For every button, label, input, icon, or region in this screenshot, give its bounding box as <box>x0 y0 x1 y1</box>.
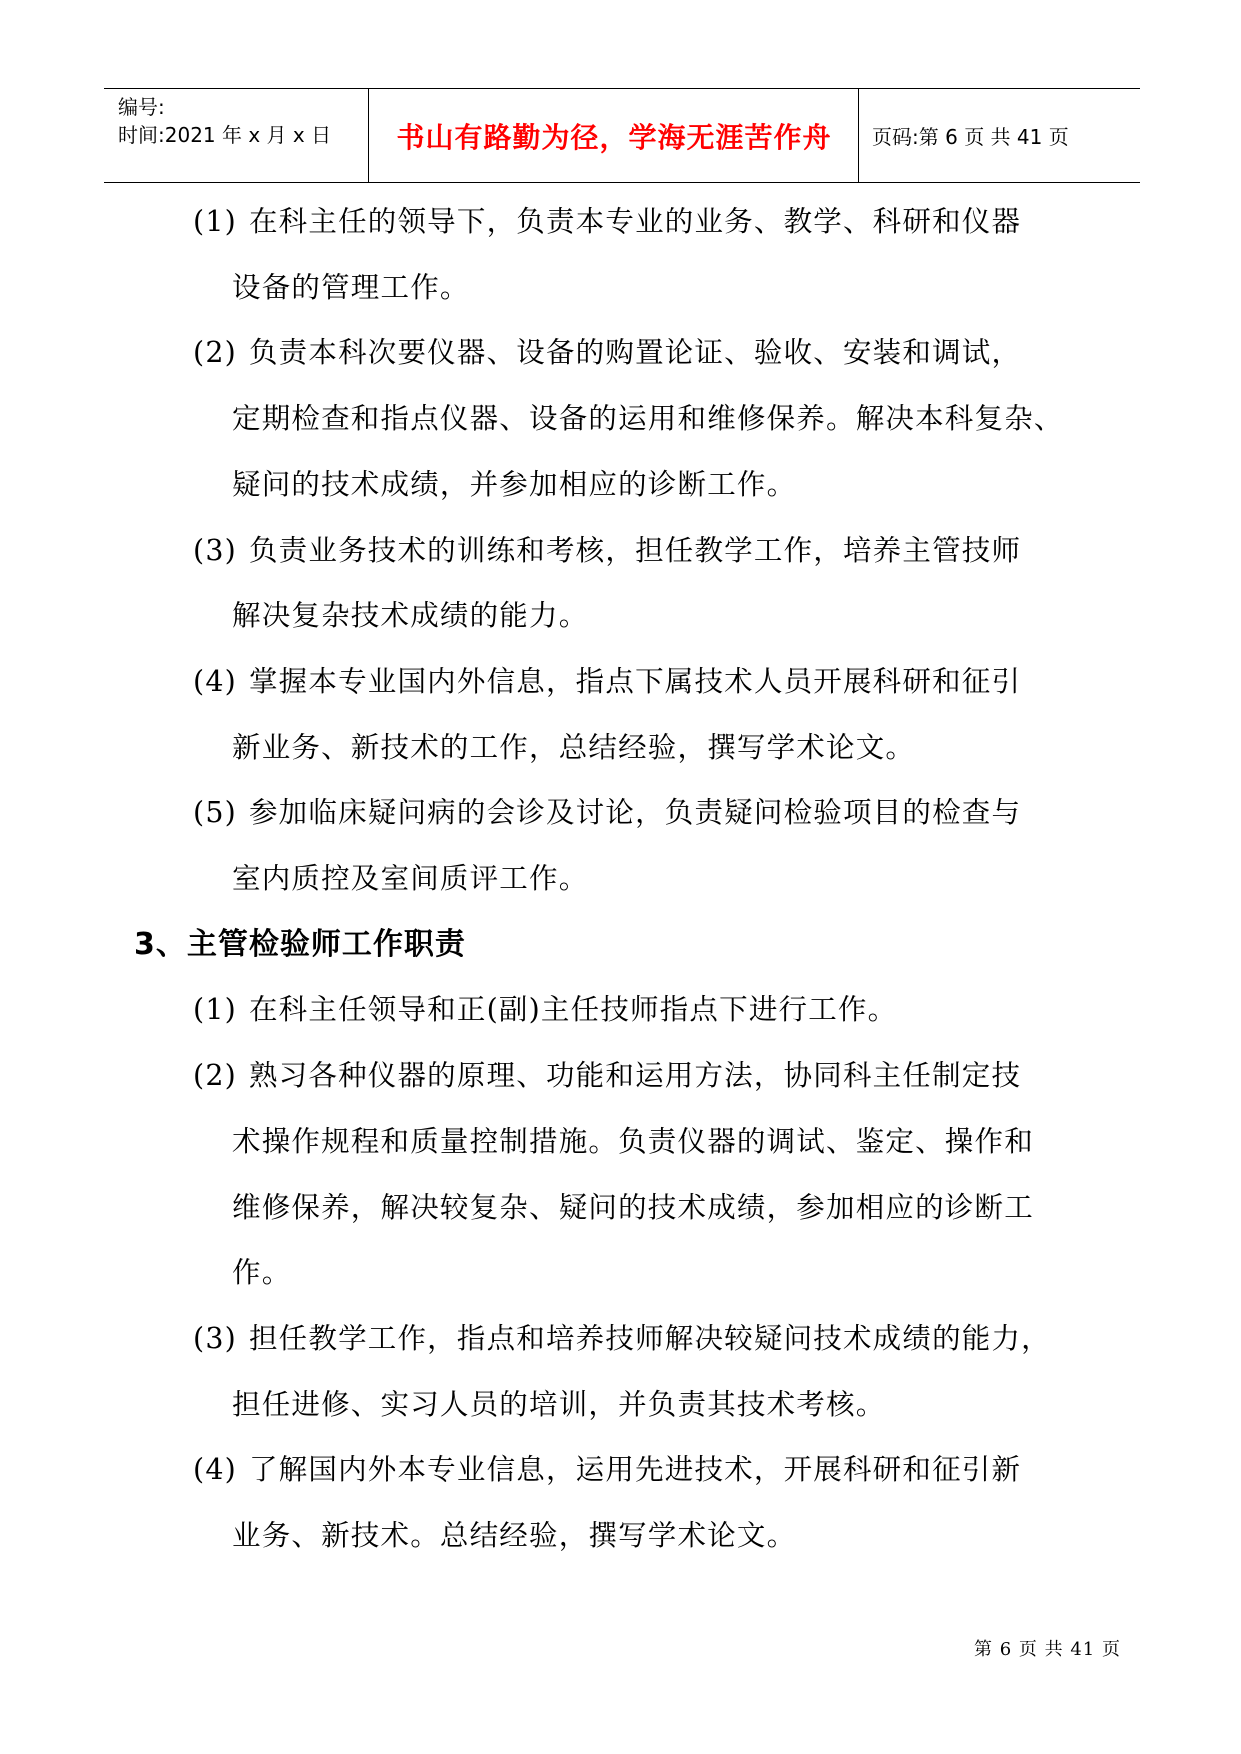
list-item-text: 维修保养，解决较复杂、疑问的技术成绩，参加相应的诊断工 <box>232 1190 1034 1224</box>
list-item-number: (4) <box>193 664 237 698</box>
page-header <box>104 88 1140 183</box>
list-item-number: (3) <box>193 533 237 567</box>
time-value: 2021 年 x 月 x 日 <box>164 123 332 147</box>
list-item-text: 负责本科次要仪器、设备的购置论证、验收、安装和调试， <box>248 336 1022 370</box>
list-item-continuation <box>232 268 470 308</box>
section-heading: 3、主管检验师工作职责 <box>134 926 466 962</box>
list-item <box>193 202 1021 242</box>
list-item-text: 在科主任的领导下，负责本专业的业务、教学、科研和仪器 <box>248 205 1022 238</box>
list-item-continuation <box>232 1122 1034 1162</box>
list-item-continuation <box>232 1188 1034 1228</box>
list-item <box>193 793 1021 833</box>
time-label: 时间: <box>118 123 165 147</box>
list-item-continuation <box>232 399 1064 439</box>
page-footer: 第 6 页 共 41 页 <box>974 1639 1121 1660</box>
list-item-text: 疑问的技术成绩，并参加相应的诊断工作。 <box>232 467 797 501</box>
list-item-continuation <box>232 596 588 636</box>
list-item-text: 室内质控及室间质评工作。 <box>232 862 589 895</box>
list-item <box>193 531 1021 571</box>
list-item <box>193 1450 1021 1490</box>
list-item <box>193 662 1021 702</box>
list-item-text: 参加临床疑问病的会诊及讨论，负责疑问检验项目的检查与 <box>248 796 1022 830</box>
list-item <box>193 1056 1021 1096</box>
list-item-text: 设备的管理工作。 <box>232 270 470 304</box>
header-meta <box>118 93 364 149</box>
list-item-text: 定期检查和指点仪器、设备的运用和维修保养。解决本科复杂、 <box>232 402 1064 436</box>
list-item-text: 术操作规程和质量控制措施。负责仪器的调试、鉴定、操作和 <box>232 1124 1034 1158</box>
header-page-info <box>872 88 1140 183</box>
list-item-text: 负责业务技术的训练和考核，担任教学工作，培养主管技师 <box>248 533 1022 567</box>
list-item-continuation <box>232 1253 291 1293</box>
list-item-text: 掌握本专业国内外信息，指点下属技术人员开展科研和征引 <box>248 664 1022 698</box>
list-item-number: (1) <box>193 205 237 238</box>
header-motto: 书山有路勤为径，学海无涯苦作舟 <box>396 120 832 154</box>
list-item-number: (5) <box>193 796 237 830</box>
list-item-text: 解决复杂技术成绩的能力。 <box>232 599 589 633</box>
list-item-number: (4) <box>193 1453 237 1487</box>
list-item-number: (2) <box>193 1059 237 1093</box>
header-divider <box>368 88 369 183</box>
header-divider <box>858 88 859 183</box>
list-item <box>193 990 897 1030</box>
page-label: 页码: <box>872 125 919 149</box>
list-item <box>193 1319 1051 1359</box>
list-item-text: 作。 <box>232 1256 292 1290</box>
list-item-continuation <box>232 1385 885 1425</box>
list-item-continuation <box>232 1516 796 1556</box>
list-item-text: 担任进修、实习人员的培训，并负责其技术考核。 <box>232 1387 886 1421</box>
list-item-text: 新业务、新技术的工作，总结经验，撰写学术论文。 <box>232 730 916 764</box>
list-item-number: (1) <box>193 993 237 1027</box>
list-item-continuation <box>232 728 915 768</box>
list-item-continuation <box>232 859 588 899</box>
list-item-text: 在科主任领导和正(副)主任技师指点下进行工作。 <box>248 993 898 1027</box>
list-item-number: (2) <box>193 336 237 370</box>
number-label: 编号: <box>118 95 165 119</box>
list-item <box>193 333 1021 373</box>
list-item-text: 业务、新技术。总结经验，撰写学术论文。 <box>232 1519 797 1552</box>
list-item-text: 熟习各种仪器的原理、功能和运用方法，协同科主任制定技 <box>248 1059 1022 1093</box>
page-value: 第 6 页 共 41 页 <box>918 125 1069 149</box>
list-item-text: 担任教学工作，指点和培养技师解决较疑问技术成绩的能力， <box>248 1321 1051 1355</box>
list-item-number: (3) <box>193 1321 237 1355</box>
list-item-continuation <box>232 465 796 505</box>
list-item-text: 了解国内外本专业信息，运用先进技术，开展科研和征引新 <box>248 1453 1022 1487</box>
